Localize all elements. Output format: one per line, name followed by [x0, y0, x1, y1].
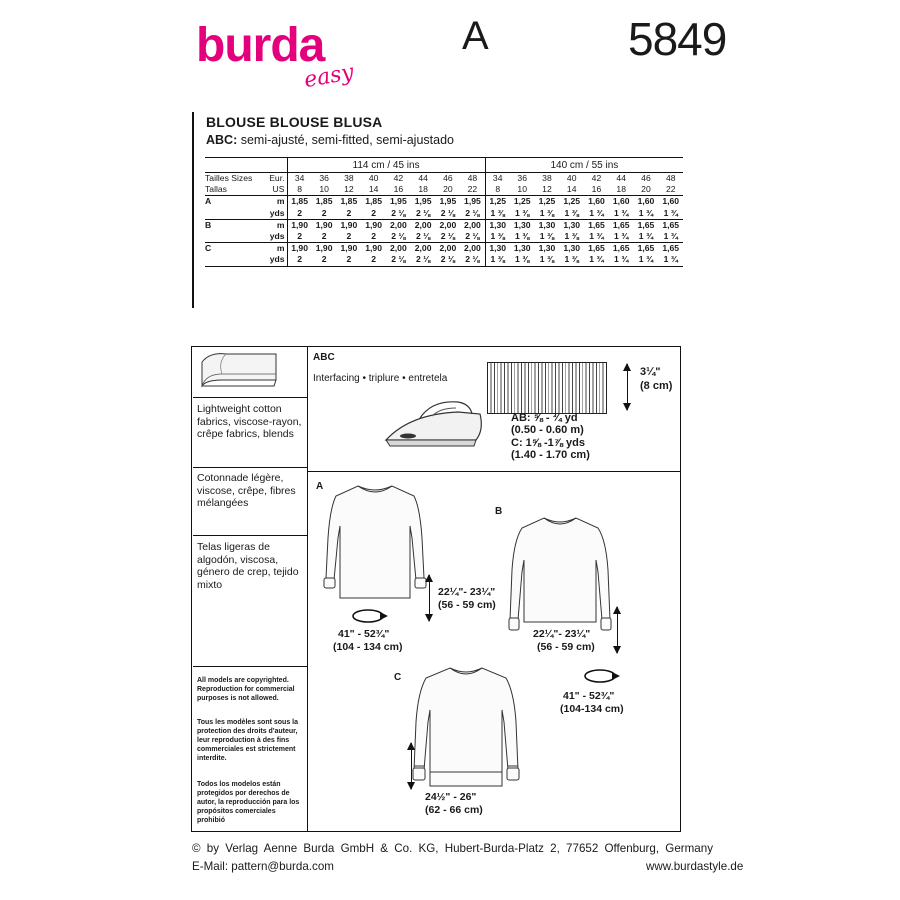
view-b-length-cm: (56 - 59 cm): [537, 641, 595, 653]
yardage-cell: 1,65: [612, 219, 630, 230]
size-cell: 48: [665, 173, 676, 184]
view-a-hip-cm: (104 - 134 cm): [333, 641, 403, 653]
yardage-cell: 1 ⅜: [559, 231, 584, 243]
view-a-m-row: [205, 196, 683, 208]
yardage-cell: 1 ⅜: [485, 231, 510, 243]
yardage-cell: 1,90: [291, 243, 308, 254]
view-b-length-arrow: [617, 607, 618, 653]
size-cell: 42: [591, 173, 602, 184]
interfacing-width-in: 3¼": [640, 366, 661, 378]
yardage-cell: 1,90: [315, 219, 333, 230]
view-c-length-arrow: [411, 743, 412, 789]
size-cell: 46: [641, 173, 651, 184]
yardage-cell: 1 ¾: [609, 208, 634, 220]
unit-label: yds: [265, 231, 287, 243]
yardage-cell: 1,65: [662, 243, 680, 254]
blouse-b-illustration: [504, 510, 616, 632]
brand-wordmark: burda: [196, 19, 325, 72]
width-140-header: 140 cm / 55 ins: [485, 158, 683, 173]
interfacing-text: Interfacing • triplure • entretela: [313, 373, 448, 384]
yardage-cell: 1,65: [662, 219, 680, 230]
size-cell: 12: [535, 184, 560, 196]
interfacing-swatch: [487, 362, 607, 414]
size-cell: 16: [386, 184, 411, 196]
yardage-cell: 1 ¾: [584, 254, 609, 266]
yardage-cell: 1,65: [588, 219, 605, 230]
width-114-header: 114 cm / 45 ins: [287, 158, 485, 173]
size-label: Tailles Sizes: [205, 173, 253, 184]
yardage-cell: 2,00: [439, 219, 457, 230]
panel-divider: [193, 535, 307, 536]
view-b-label: B: [495, 506, 503, 517]
size-cell: 38: [344, 173, 354, 184]
size-cell: 44: [616, 173, 626, 184]
size-cell: 10: [510, 184, 535, 196]
yardage-cell: 2 ⅛: [411, 254, 436, 266]
yardage-cell: 1,85: [365, 196, 382, 207]
yardage-cell: 1,95: [464, 196, 481, 207]
view-rows: [205, 196, 683, 266]
yardage-cell: 1,25: [538, 196, 556, 207]
yardage-cell: 1 ¾: [584, 231, 609, 243]
yardage-cell: 2 ⅛: [436, 231, 461, 243]
qty-ab: AB: ⅝ - ¾ yd: [511, 412, 578, 424]
yardage-cell: 1,65: [588, 243, 605, 254]
yardage-cell: 2,00: [390, 243, 407, 254]
yardage-cell: 1,30: [513, 243, 531, 254]
yardage-cell: 1,25: [513, 196, 531, 207]
yardage-cell: 1,65: [637, 243, 655, 254]
view-letter: A: [462, 14, 489, 58]
yardage-cell: 2: [287, 254, 312, 266]
interfacing-width-cm: (8 cm): [640, 380, 673, 392]
blouse-c-illustration: [404, 660, 528, 790]
yardage-cell: 1 ⅜: [535, 208, 560, 220]
yardage-cell: 1 ⅜: [559, 254, 584, 266]
view-c-label: C: [394, 672, 402, 683]
panel-divider: [308, 471, 680, 472]
yardage-cell: 2: [312, 231, 337, 243]
yardage-cell: 1,60: [637, 196, 655, 207]
unit-label: m: [265, 196, 287, 208]
size-cell: 36: [319, 173, 329, 184]
view-a-length-arrow: [429, 575, 430, 621]
size-cell: 16: [584, 184, 609, 196]
yardage-cell: 2 ⅛: [460, 208, 485, 220]
yardage-cell: 1,25: [563, 196, 581, 207]
yardage-cell: 2 ⅛: [436, 254, 461, 266]
yardage-cell: 1 ¾: [658, 208, 683, 220]
yardage-cell: 1,90: [340, 243, 358, 254]
iron-icon: [380, 396, 490, 452]
eur-size-row: [205, 173, 683, 185]
yardage-cell: 1,85: [315, 196, 333, 207]
yardage-cell: 1,95: [390, 196, 407, 207]
yardage-cell: 2,00: [390, 219, 407, 230]
size-cell: 14: [361, 184, 386, 196]
view-a-length-cm: (56 - 59 cm): [438, 599, 496, 611]
yardage-cell: 1 ¾: [634, 254, 659, 266]
yardage-cell: 1,85: [340, 196, 358, 207]
yardage-cell: 1 ¾: [658, 254, 683, 266]
copyright-en: All models are copyrighted. Reproduction for commercial purposes is not allowed.: [197, 677, 295, 702]
view-a-yds-row: [205, 208, 683, 220]
yardage-cell: 1 ¾: [584, 208, 609, 220]
unit-label: yds: [265, 208, 287, 220]
yardage-cell: 1,60: [588, 196, 605, 207]
hip-measure-icon: [346, 606, 390, 626]
yardage-cell: 2,00: [464, 219, 481, 230]
eur-label: Eur.: [265, 173, 287, 185]
yardage-cell: 1 ¾: [634, 231, 659, 243]
yardage-cell: 2: [337, 254, 362, 266]
size-cell: 36: [517, 173, 527, 184]
view-name: [205, 254, 265, 266]
yardage-cell: 1 ⅜: [510, 254, 535, 266]
size-cell: 22: [658, 184, 683, 196]
yardage-cell: 1,90: [340, 219, 358, 230]
yardage-cell: 2,00: [414, 219, 432, 230]
yardage-cell: 1,90: [291, 219, 308, 230]
view-name: [205, 231, 265, 243]
yardage-cell: 1,90: [365, 243, 382, 254]
size-cell: 34: [294, 173, 305, 184]
view-b-hip-in: 41" - 52¾": [563, 690, 615, 702]
pattern-number: 5849: [628, 13, 727, 65]
yardage-cell: 1 ⅜: [485, 208, 510, 220]
size-label-es: Tallas: [205, 184, 265, 196]
website-link[interactable]: www.burdastyle.de: [646, 860, 744, 873]
yardage-cell: 1,65: [612, 243, 630, 254]
yardage-cell: 1 ¾: [609, 254, 634, 266]
yardage-cell: 2: [361, 208, 386, 220]
yardage-cell: 2,00: [414, 243, 432, 254]
view-c-yds-row: [205, 254, 683, 266]
view-a-hip-in: 41" - 52¾": [338, 628, 390, 640]
unit-label: m: [265, 243, 287, 255]
yardage-cell: 1 ⅜: [535, 254, 560, 266]
size-cell: 8: [287, 184, 312, 196]
fabric-suggestion-fr: Cotonnade légère, viscose, crêpe, fibres mélangées: [197, 472, 296, 510]
view-b-length-in: 22¼"- 23¼": [533, 628, 591, 640]
yardage-cell: 1,30: [485, 219, 510, 231]
yardage-cell: 2: [287, 208, 312, 220]
size-cell: 40: [566, 173, 577, 184]
size-cell: 40: [368, 173, 379, 184]
garment-title: BLOUSE BLOUSE BLUSA: [206, 114, 383, 130]
yardage-cell: 1 ⅜: [510, 208, 535, 220]
size-cell: 22: [460, 184, 485, 196]
yardage-cell: 1,90: [315, 243, 333, 254]
yardage-cell: 1,95: [414, 196, 432, 207]
yardage-cell: 1,25: [485, 196, 510, 208]
panel-divider: [193, 467, 307, 468]
yardage-cell: 1 ¾: [634, 208, 659, 220]
yardage-cell: 2 ⅛: [386, 208, 411, 220]
yardage-cell: 2,00: [464, 243, 481, 254]
yardage-cell: 1,30: [538, 219, 556, 230]
yardage-cell: 1,30: [485, 243, 510, 255]
yardage-cell: 2,00: [439, 243, 457, 254]
contact-email[interactable]: E-Mail: pattern@burda.com: [192, 860, 334, 873]
yardage-table: [205, 157, 683, 267]
view-name: B: [205, 219, 212, 230]
view-b-yds-row: [205, 231, 683, 243]
us-size-row: [205, 184, 683, 196]
fit-text: semi-ajusté, semi-fitted, semi-ajustado: [237, 133, 454, 147]
unit-label: m: [265, 219, 287, 231]
yardage-cell: 1,85: [291, 196, 308, 207]
yardage-cell: 1 ¾: [658, 231, 683, 243]
yardage-cell: 2 ⅛: [386, 231, 411, 243]
view-a-label: A: [316, 481, 324, 492]
view-b-m-row: [205, 219, 683, 231]
yardage-cell: 2 ⅛: [436, 208, 461, 220]
yardage-cell: 2: [312, 254, 337, 266]
yardage-cell: 1,95: [439, 196, 457, 207]
view-c-m-row: [205, 243, 683, 255]
yardage-cell: 1 ⅜: [559, 208, 584, 220]
view-a-length-in: 22¼"- 23¼": [438, 586, 496, 598]
yardage-cell: 1 ⅜: [485, 254, 510, 266]
size-cell: 8: [485, 184, 510, 196]
yardage-cell: 1,90: [365, 219, 382, 230]
copyright-es: Todos los modelos están protegidos por derechos de autor, la reproducción para los propósitos comerciales prohibió: [197, 781, 300, 824]
size-cell: 44: [418, 173, 428, 184]
view-c-length-in: 24½" - 26": [425, 791, 477, 803]
size-cell: 12: [337, 184, 362, 196]
yardage-cell: 2 ⅛: [386, 254, 411, 266]
burda-logo: [196, 18, 356, 98]
fit-description: [206, 133, 454, 147]
yardage-cell: 2: [287, 231, 312, 243]
size-cell: 10: [312, 184, 337, 196]
interfacing-width-arrow: [627, 364, 628, 410]
size-cell: 48: [467, 173, 478, 184]
yardage-cell: 1 ¾: [609, 231, 634, 243]
size-cell: 20: [436, 184, 461, 196]
yardage-cell: 1,30: [538, 243, 556, 254]
yardage-cell: 2 ⅛: [411, 208, 436, 220]
size-cell: 14: [559, 184, 584, 196]
view-name: C: [205, 243, 212, 254]
size-cell: 20: [634, 184, 659, 196]
panel-divider: [307, 346, 308, 832]
panel-divider: [193, 666, 307, 667]
yardage-cell: 1,65: [637, 219, 655, 230]
yardage-cell: 2: [337, 231, 362, 243]
yardage-cell: 2: [361, 254, 386, 266]
size-cell: 46: [443, 173, 453, 184]
blouse-a-illustration: [320, 478, 430, 610]
size-cell: 18: [411, 184, 436, 196]
view-c-length-cm: (62 - 66 cm): [425, 804, 483, 816]
fabric-bolt-icon: [196, 350, 280, 394]
fit-prefix: ABC:: [206, 133, 238, 147]
yardage-cell: 2: [312, 208, 337, 220]
qty-c-metric: (1.40 - 1.70 cm): [511, 449, 590, 461]
size-cell: 42: [393, 173, 404, 184]
yardage-cell: 1,30: [563, 243, 581, 254]
publisher-address: © by Verlag Aenne Burda GmbH & Co. KG, Hubert-Burda-Platz 2, 77652 Offenburg, Germany: [192, 842, 713, 855]
hip-measure-icon: [578, 666, 622, 686]
us-label: US: [265, 184, 287, 196]
yardage-cell: 1,60: [612, 196, 630, 207]
fabric-suggestion-es: Telas ligeras de algodón, viscosa, género de crep, tejido mixto: [197, 541, 299, 591]
brand-sub-wordmark: easy: [302, 59, 356, 94]
yardage-cell: 1 ⅜: [535, 231, 560, 243]
yardage-cell: 2 ⅛: [411, 231, 436, 243]
yardage-cell: 2 ⅛: [460, 254, 485, 266]
view-b-hip-cm: (104-134 cm): [560, 703, 624, 715]
size-cell: 38: [542, 173, 552, 184]
size-cell: 18: [609, 184, 634, 196]
yardage-cell: 2: [337, 208, 362, 220]
yardage-cell: 2 ⅛: [460, 231, 485, 243]
yardage-cell: 1,30: [513, 219, 531, 230]
notions-label: ABC: [313, 352, 335, 363]
copyright-fr: Tous les modèles sont sous la protection des droits d'auteur, leur reproduction à des fins commerciales est strictement interdite.: [197, 719, 299, 762]
view-name: [205, 208, 265, 220]
yardage-cell: 1 ⅜: [510, 231, 535, 243]
size-cell: 34: [485, 173, 510, 185]
yardage-cell: 2: [361, 231, 386, 243]
qty-ab-metric: (0.50 - 0.60 m): [511, 424, 584, 436]
unit-label: yds: [265, 254, 287, 266]
yardage-cell: 1,30: [563, 219, 581, 230]
view-name: A: [205, 196, 212, 207]
fabric-width-row: [205, 158, 683, 173]
qty-c: C: 1⅝ -1⅞ yds: [511, 437, 585, 449]
panel-divider: [193, 397, 307, 398]
fabric-suggestion-en: Lightweight cotton fabrics, viscose-rayon, crêpe fabrics, blends: [197, 403, 302, 441]
yardage-cell: 1,60: [662, 196, 680, 207]
